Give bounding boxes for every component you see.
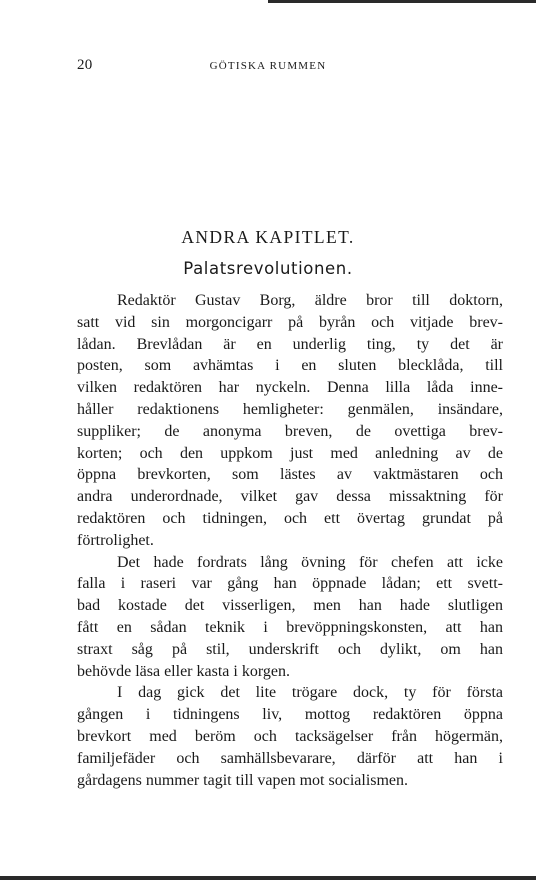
text-line: gången i tidningens liv, mottog redaktören öppna bbox=[77, 706, 503, 724]
text-line: brevkort med beröm och tacksägelser från högermän, bbox=[77, 727, 503, 745]
text-line: vilken redaktören har nyckeln. Denna lilla låda inne- bbox=[77, 379, 503, 397]
text-line: förtrolighet. bbox=[77, 531, 154, 549]
text-line: satt vid sin morgoncigarr på byrån och vitjade brev- bbox=[77, 313, 503, 331]
text-line: bad kostade det visserligen, men han hade slutligen bbox=[77, 597, 503, 615]
text-line: suppliker; de anonyma breven, de ovettiga brev- bbox=[77, 422, 503, 440]
running-head: GÖTISKA RUMMEN bbox=[209, 60, 327, 72]
text-line: fått en sådan teknik i brevöppningskonsten, att han bbox=[77, 618, 503, 636]
text-line: gårdagens nummer tagit till vapen mot socialismen. bbox=[77, 771, 409, 789]
text-line: redaktören och tidningen, och ett övertag grundat på bbox=[77, 509, 503, 527]
text-line: håller redaktionens hemligheter: genmälen, insändare, bbox=[77, 400, 503, 418]
chapter-title: Palatsrevolutionen. bbox=[183, 259, 353, 278]
text-line: falla i raseri var gång han öppnade lådan; ett svett- bbox=[77, 575, 503, 593]
text-line: korten; och den uppkom just med anledning av de bbox=[77, 444, 503, 462]
text-line: familjefäder och samhällsbevarare, därför att han i bbox=[77, 749, 503, 767]
text-line: behövde läsa eller kasta i korgen. bbox=[77, 662, 290, 680]
page-number: 20 bbox=[77, 57, 93, 73]
text-line: öppna brevkorten, som lästes av vaktmästaren och bbox=[77, 466, 503, 484]
top-rule bbox=[268, 0, 536, 3]
body-text bbox=[77, 290, 503, 791]
text-line: posten, som avhämtas i en sluten blecklåda, till bbox=[77, 357, 503, 375]
text-line: Det hade fordrats lång övning för chefen att icke bbox=[117, 553, 503, 571]
text-line: I dag gick det lite trögare dock, ty för första bbox=[117, 684, 503, 702]
text-line: andra underordnade, vilket gav dessa missaktning för bbox=[77, 488, 503, 506]
text-line: Redaktör Gustav Borg, äldre bror till doktorn, bbox=[117, 292, 503, 309]
chapter-heading: ANDRA KAPITLET. bbox=[181, 227, 355, 247]
bottom-rule bbox=[0, 876, 536, 880]
text-line: lådan. Brevlådan är en underlig ting, ty det är bbox=[77, 335, 503, 353]
text-line: straxt såg på stil, underskrift och dylikt, om han bbox=[77, 640, 503, 658]
